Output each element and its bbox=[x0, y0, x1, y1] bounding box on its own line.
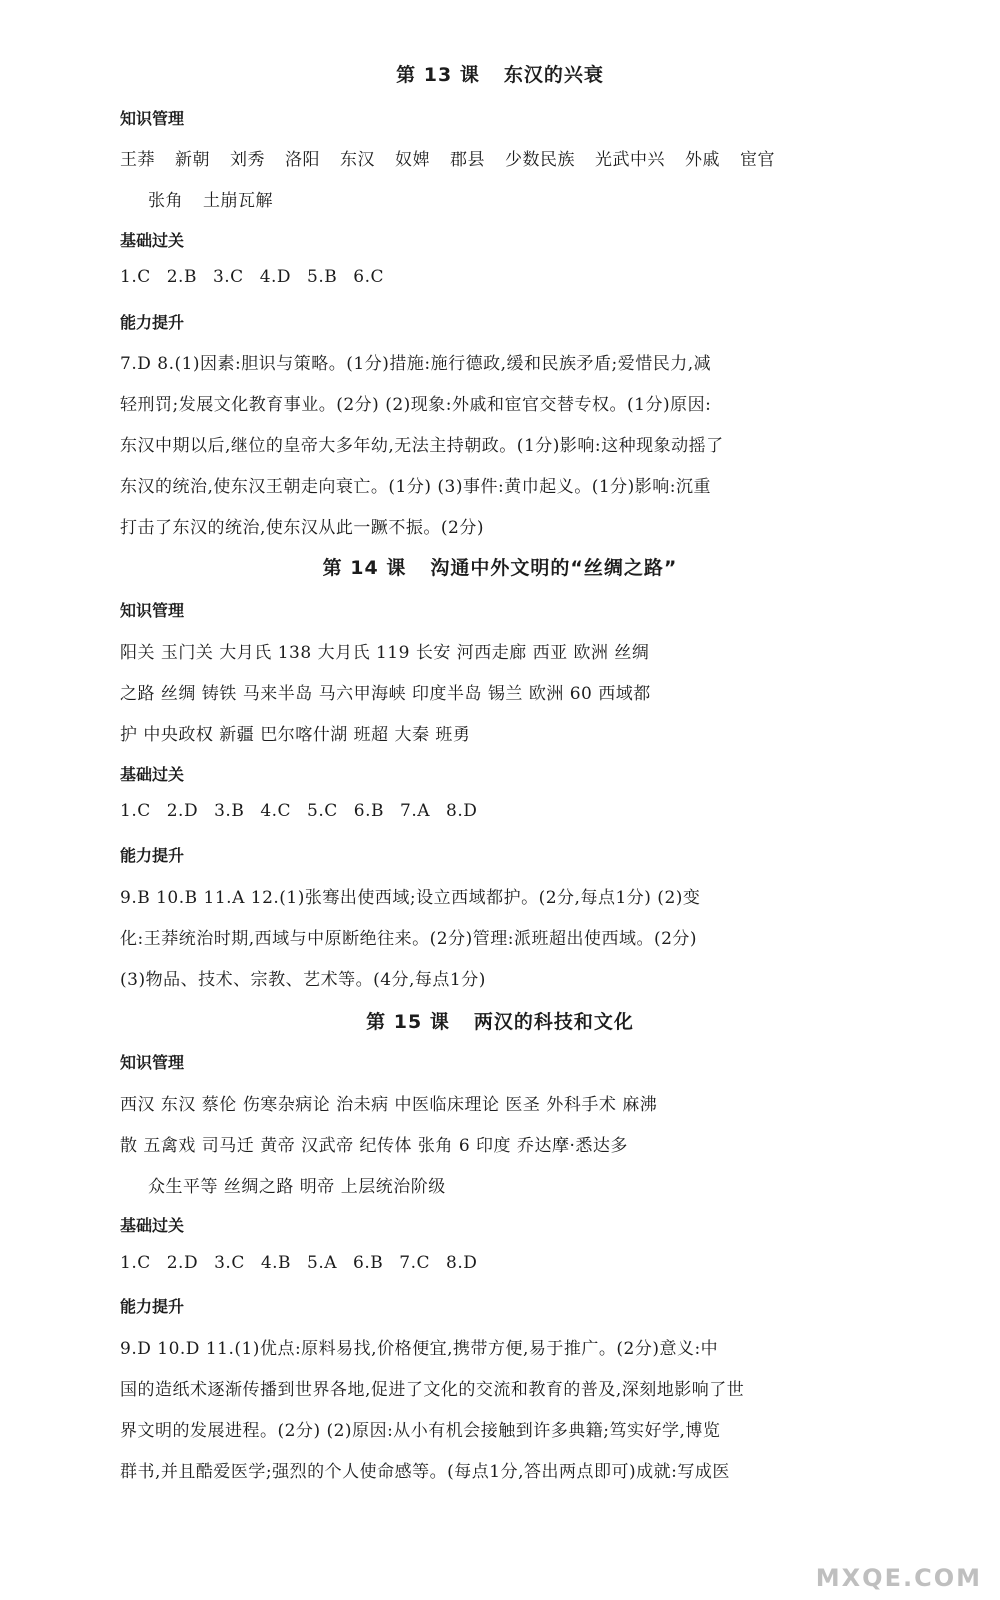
answer-item: 2.D bbox=[166, 1253, 199, 1273]
term: 洛阳 bbox=[285, 150, 320, 170]
knowledge-terms-line: 阳关 玉门关 大月氏 138 大月氏 119 长安 河西走廊 西亚 欧洲 丝绸 bbox=[120, 643, 650, 663]
lesson-15-name: 两汉的科技和文化 bbox=[473, 1011, 634, 1033]
lesson-13-title bbox=[0, 60, 1000, 87]
knowledge-terms-line bbox=[148, 186, 293, 211]
basic-answers bbox=[120, 1253, 493, 1273]
term: 土崩瓦解 bbox=[203, 191, 273, 211]
answer-item: 4.B bbox=[260, 1253, 292, 1273]
ability-line: 国的造纸术逐渐传播到世界各地,促进了文化的交流和教育的普及,深刻地影响了世 bbox=[120, 1380, 745, 1400]
term: 宦官 bbox=[740, 150, 775, 170]
answer-item: 8.D bbox=[446, 1253, 478, 1273]
knowledge-terms-line: 众生平等 丝绸之路 明帝 上层统治阶级 bbox=[148, 1177, 446, 1197]
ability-label: 能力提升 bbox=[120, 313, 185, 332]
basic-label: 基础过关 bbox=[120, 765, 185, 784]
answer-item: 2.B bbox=[166, 267, 197, 287]
answer-item: 1.C bbox=[120, 1253, 151, 1273]
answer-item: 6.C bbox=[353, 267, 384, 287]
knowledge-label: 知识管理 bbox=[120, 109, 185, 128]
answer-item: 6.B bbox=[353, 1253, 384, 1273]
ability-line: 7.D 8.(1)因素:胆识与策略。(1分)措施:施行德政,缓和民族矛盾;爱惜民力,减 bbox=[120, 354, 712, 374]
answer-item: 7.A bbox=[400, 801, 430, 821]
ability-line: 9.B 10.B 11.A 12.(1)张骞出使西域;设立西域都护。(2分,每点1分) (2)变 bbox=[120, 888, 701, 908]
site-watermark: MXQE.COM bbox=[815, 1564, 982, 1592]
answer-item: 4.C bbox=[260, 801, 292, 821]
lesson-14-number: 第 14 课 bbox=[322, 557, 407, 579]
term: 奴婢 bbox=[395, 150, 430, 170]
answer-item: 3.B bbox=[214, 801, 245, 821]
term: 外戚 bbox=[685, 150, 720, 170]
lesson-13-number: 第 13 课 bbox=[396, 64, 480, 86]
basic-answers bbox=[120, 801, 493, 821]
answer-item: 4.D bbox=[259, 267, 292, 287]
ability-line: 东汉的统治,使东汉王朝走向衰亡。(1分) (3)事件:黄巾起义。(1分)影响:沉重 bbox=[120, 477, 712, 497]
knowledge-terms-line: 之路 丝绸 铸铁 马来半岛 马六甲海峡 印度半岛 锡兰 欧洲 60 西域都 bbox=[120, 684, 651, 704]
ability-label: 能力提升 bbox=[120, 1297, 185, 1316]
knowledge-terms-line: 护 中央政权 新疆 巴尔喀什湖 班超 大秦 班勇 bbox=[120, 725, 471, 745]
knowledge-label: 知识管理 bbox=[120, 1053, 185, 1072]
basic-label: 基础过关 bbox=[120, 231, 185, 250]
answer-item: 1.C bbox=[120, 267, 151, 287]
term: 新朝 bbox=[175, 150, 210, 170]
answer-item: 7.C bbox=[399, 1253, 430, 1273]
ability-line: 东汉中期以后,继位的皇帝大多年幼,无法主持朝政。(1分)影响:这种现象动摇了 bbox=[120, 436, 724, 456]
answer-item: 5.C bbox=[307, 801, 338, 821]
lesson-13-name: 东汉的兴衰 bbox=[503, 64, 604, 86]
answer-item: 3.C bbox=[214, 1253, 245, 1273]
term: 王莽 bbox=[120, 150, 155, 170]
lesson-15-title bbox=[0, 1007, 1000, 1034]
lesson-14-name: 沟通中外文明的“丝绸之路” bbox=[430, 557, 678, 579]
knowledge-terms-line: 散 五禽戏 司马迁 黄帝 汉武帝 纪传体 张角 6 印度 乔达摩·悉达多 bbox=[120, 1136, 628, 1156]
knowledge-terms-line: 西汉 东汉 蔡伦 伤寒杂病论 治未病 中医临床理论 医圣 外科手术 麻沸 bbox=[120, 1095, 658, 1115]
lesson-15-number: 第 15 课 bbox=[366, 1011, 450, 1033]
term: 郡县 bbox=[450, 150, 485, 170]
lesson-14-title bbox=[0, 553, 1000, 580]
answer-item: 5.A bbox=[307, 1253, 338, 1273]
basic-label: 基础过关 bbox=[120, 1216, 185, 1235]
term: 刘秀 bbox=[230, 150, 265, 170]
knowledge-terms-line bbox=[120, 145, 795, 170]
ability-line: (3)物品、技术、宗教、艺术等。(4分,每点1分) bbox=[120, 970, 486, 990]
term: 东汉 bbox=[340, 150, 375, 170]
term: 张角 bbox=[148, 191, 183, 211]
answer-item: 3.C bbox=[212, 267, 244, 287]
ability-line: 界文明的发展进程。(2分) (2)原因:从小有机会接触到许多典籍;笃实好学,博览 bbox=[120, 1421, 721, 1441]
answer-item: 6.B bbox=[353, 801, 384, 821]
ability-line: 化:王莽统治时期,西域与中原断绝往来。(2分)管理:派班超出使西域。(2分) bbox=[120, 929, 698, 949]
ability-line: 轻刑罚;发展文化教育事业。(2分) (2)现象:外戚和宦官交替专权。(1分)原因: bbox=[120, 395, 712, 415]
basic-answers bbox=[120, 267, 400, 287]
answer-item: 5.B bbox=[307, 267, 338, 287]
ability-line: 群书,并且酷爱医学;强烈的个人使命感等。(每点1分,答出两点即可)成就:写成医 bbox=[120, 1462, 730, 1482]
term: 光武中兴 bbox=[595, 150, 665, 170]
term: 少数民族 bbox=[505, 150, 575, 170]
answer-item: 1.C bbox=[120, 801, 151, 821]
answer-item: 8.D bbox=[446, 801, 478, 821]
ability-label: 能力提升 bbox=[120, 846, 185, 865]
answer-item: 2.D bbox=[166, 801, 199, 821]
ability-line: 9.D 10.D 11.(1)优点:原料易找,价格便宜,携带方便,易于推广。(2分)意义:中 bbox=[120, 1339, 719, 1359]
ability-line: 打击了东汉的统治,使东汉从此一蹶不振。(2分) bbox=[120, 518, 484, 538]
knowledge-label: 知识管理 bbox=[120, 601, 185, 620]
